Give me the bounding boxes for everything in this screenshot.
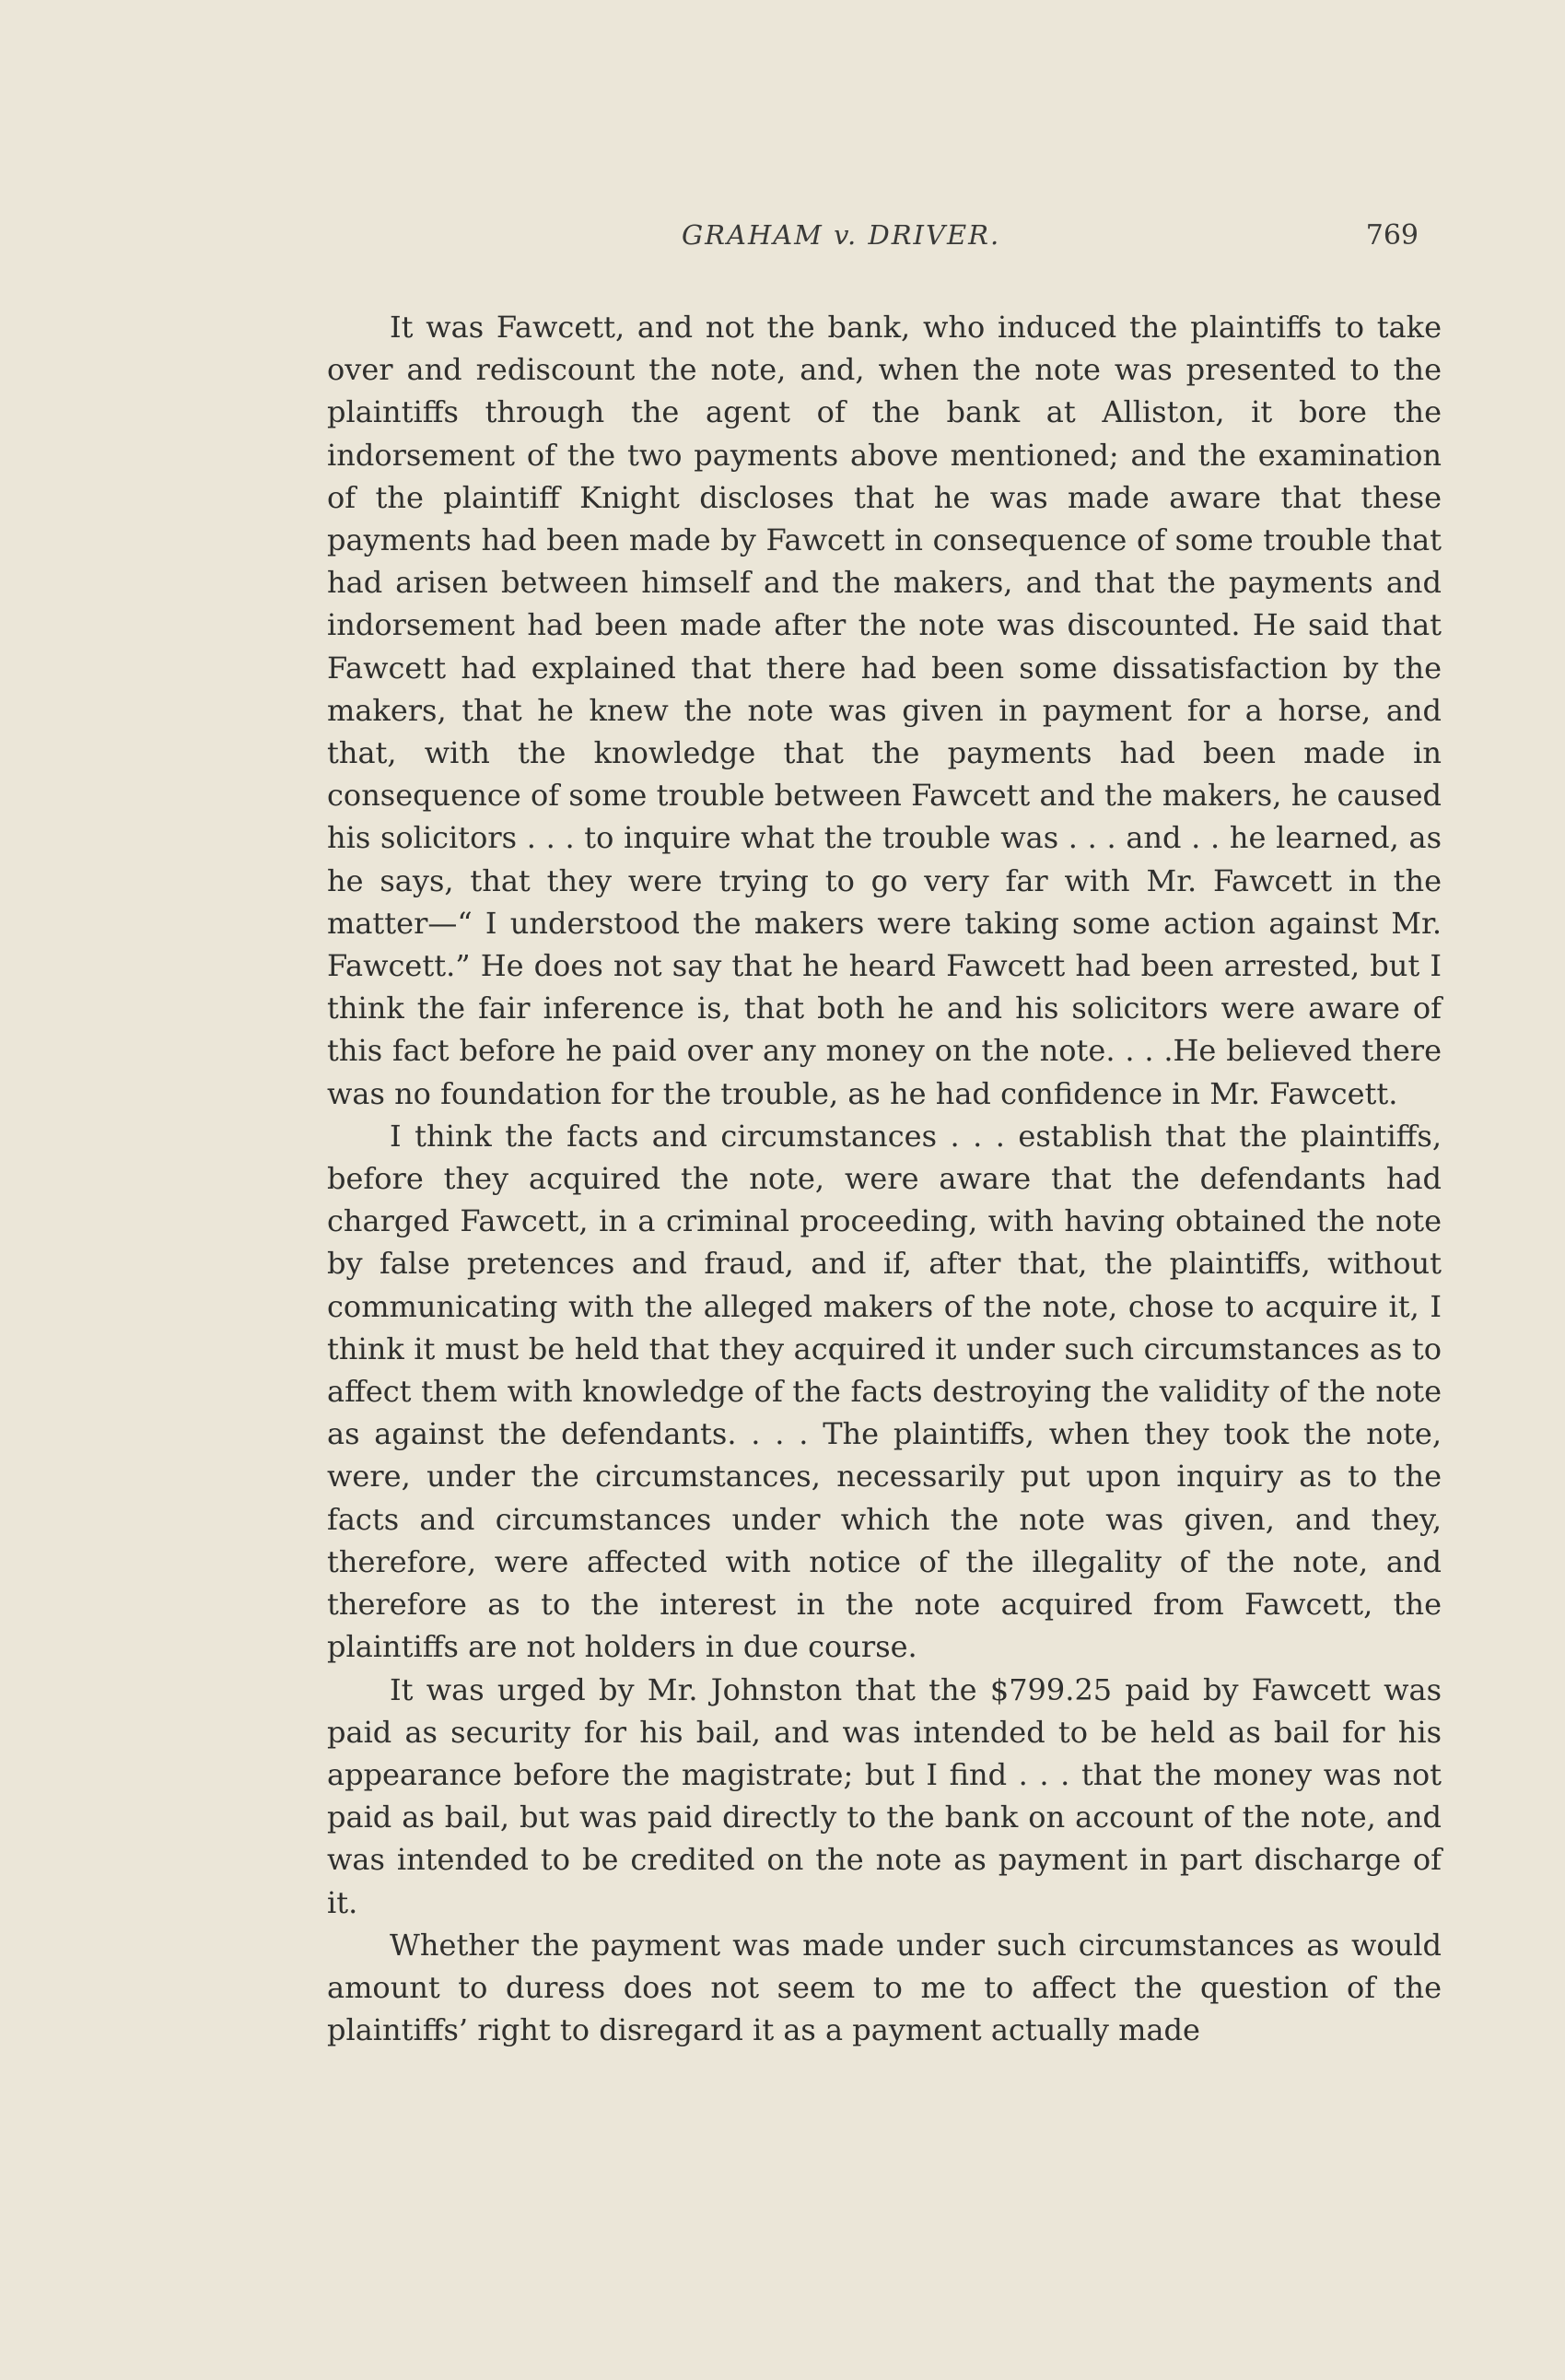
paragraph-3: It was urged by Mr. Johnston that the $799.25 paid by Fawcett was paid as security for his bail, and was intended to be held as bail for his appearance before the magistrate; but I find . . . that the money was not paid as bail, but was paid directly to the bank on account of the note, and was intended to be credited on the note as payment in part discharge of it. bbox=[327, 1671, 1442, 1920]
running-title: GRAHAM v. DRIVER. bbox=[682, 219, 1001, 251]
page-header bbox=[327, 219, 1419, 265]
body-text bbox=[327, 306, 1442, 2051]
paragraph-1: It was Fawcett, and not the bank, who induced the plaintiffs to take over and rediscount the note, and, when the note was presented to the plaintiffs through the agent of the bank at Alliston, it bore the indorsement of the two payments above mentioned; and the examination of the plaintiff Knight discloses that he was made aware that these payments had been made by Fawcett in consequence of some trouble that had arisen between himself and the makers, and that the payments and indorsement had been made after the note was discounted. He said that Fawcett had explained that there had been some dissatisfaction by the makers, that he knew the note was given in payment for a horse, and that, with the knowledge that the payments had been made in consequence of some trouble between Fawcett and the makers, he caused his solicitors . . . to inquire what the trouble was . . . and . . he learned, as he says, that they were trying to go very far with Mr. Fawcett in the matter—“ I understood the makers were taking some action against Mr. Fawcett.” He does not say that he heard Fawcett had been arrested, but I think the fair inference is, that both he and his solicitors were aware of this fact before he paid over any money on the note. . . .He believed there was no foundation for the trouble, as he had confidence in Mr. Fawcett. bbox=[327, 310, 1442, 1111]
page-number: 769 bbox=[1365, 219, 1419, 252]
paragraph-4: Whether the payment was made under such circumstances as would amount to duress does not seem to me to affect the question of the plaintiffs’ right to disregard it as a payment actually made bbox=[327, 1927, 1442, 2048]
paragraph-2: I think the facts and circumstances . . . establish that the plaintiffs, before they acquired the note, were aware that the defendants had charged Fawcett, in a criminal proceeding, with having obtained the note by false pretences and fraud, and if, after that, the plaintiffs, without communicating with the alleged makers of the note, chose to acquire it, I think it must be held that they acquired it under such circumstances as to affect them with knowledge of the facts destroying the validity of the note as against the defendants. . . . The plaintiffs, when they took the note, were, under the circumstances, necessarily put upon inquiry as to the facts and circumstances under which the note was given, and they, therefore, were affected with notice of the illegality of the note, and therefore as to the interest in the note acquired from Fawcett, the plaintiffs are not holders in due course. bbox=[327, 1118, 1442, 1665]
